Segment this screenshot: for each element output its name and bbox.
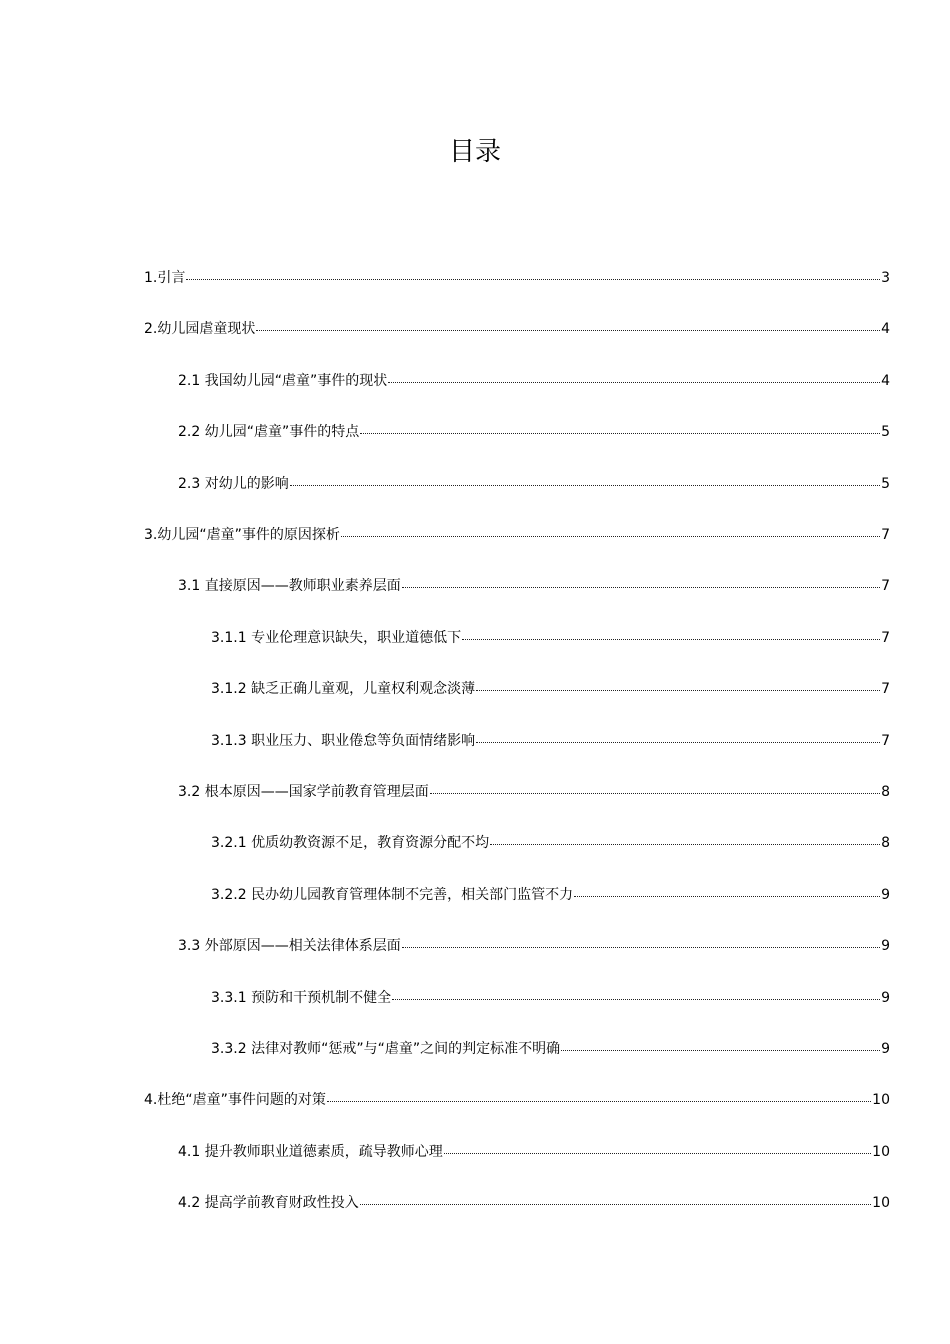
toc-dot-leader <box>360 1204 871 1205</box>
toc-entry[interactable] <box>144 1088 890 1112</box>
toc-entry-text: 2.1 我国幼儿园“虐童”事件的现状 <box>178 372 388 389</box>
toc-dot-leader <box>574 896 880 897</box>
toc-entry-text: 3.2.1 优质幼教资源不足，教育资源分配不均 <box>211 835 490 852</box>
toc-entry[interactable] <box>178 420 890 444</box>
toc-entry-text: 3.幼儿园“虐童”事件的原因探析 <box>144 527 340 543</box>
toc-entry-text: 2.2 幼儿园“虐童”事件的特点 <box>178 424 360 441</box>
toc-dot-leader <box>490 844 880 845</box>
toc-entry-text: 3.1 直接原因——教师职业素养层面 <box>178 578 401 595</box>
toc-entry-text: 2.幼儿园虐童现状 <box>144 321 256 338</box>
toc-entry[interactable] <box>211 986 890 1010</box>
toc-entry-page-number: 7 <box>881 732 890 749</box>
toc-entry[interactable] <box>211 883 890 907</box>
toc-dot-leader <box>476 742 880 743</box>
toc-dot-leader <box>290 485 880 486</box>
toc-dot-leader <box>430 793 880 794</box>
toc-entry-text: 4.杜绝“虐童”事件问题的对策 <box>144 1092 326 1109</box>
toc-dot-leader <box>388 382 880 383</box>
toc-dot-leader <box>476 690 880 691</box>
toc-entry-page-number: 5 <box>881 424 890 441</box>
toc-entry[interactable] <box>178 780 890 804</box>
toc-entry-page-number: 4 <box>881 321 890 338</box>
toc-entry-text: 3.3.2 法律对教师“惩戒”与“虐童”之间的判定标准不明确 <box>211 1041 561 1057</box>
toc-entry-text: 3.1.3 职业压力、职业倦怠等负面情绪影响 <box>211 732 476 749</box>
toc-dot-leader <box>327 1101 871 1102</box>
toc-dot-leader <box>186 279 880 280</box>
toc-dot-leader <box>402 947 880 948</box>
toc-dot-leader <box>256 330 880 331</box>
toc-entry[interactable] <box>211 729 890 753</box>
toc-entry-text: 4.1 提升教师职业道德素质，疏导教师心理 <box>178 1143 443 1160</box>
toc-entry[interactable] <box>178 934 890 958</box>
toc-dot-leader <box>561 1050 880 1051</box>
toc-entry[interactable] <box>178 1140 890 1164</box>
toc-entry-text: 4.2 提高学前教育财政性投入 <box>178 1195 359 1212</box>
toc-title: 目录 <box>448 137 501 167</box>
toc-entry-page-number: 7 <box>881 681 890 698</box>
toc-dot-leader <box>360 433 880 434</box>
toc-entry-page-number: 9 <box>881 1041 890 1057</box>
toc-entry[interactable] <box>144 266 890 290</box>
toc-entry-text: 3.3.1 预防和干预机制不健全 <box>211 989 392 1006</box>
toc-entry-page-number: 7 <box>881 629 890 646</box>
toc-entry[interactable] <box>178 472 890 496</box>
toc-dot-leader <box>462 639 880 640</box>
toc-entry[interactable] <box>144 523 890 547</box>
toc-entry-page-number: 8 <box>881 784 890 800</box>
toc-dot-leader <box>341 536 880 537</box>
toc-entry-page-number: 10 <box>872 1092 890 1109</box>
toc-entry-text: 3.1.1 专业伦理意识缺失，职业道德低下 <box>211 629 462 646</box>
toc-entry-page-number: 4 <box>881 372 890 389</box>
toc-dot-leader <box>392 999 880 1000</box>
toc-entry[interactable] <box>178 574 890 598</box>
toc-entry-page-number: 7 <box>881 578 890 595</box>
toc-entry-text: 2.3 对幼儿的影响 <box>178 475 289 492</box>
toc-entry-page-number: 9 <box>881 886 890 903</box>
toc-entry-text: 3.2.2 民办幼儿园教育管理体制不完善，相关部门监管不力 <box>211 886 574 903</box>
toc-entry-page-number: 8 <box>881 835 890 852</box>
toc-entry[interactable] <box>144 317 890 341</box>
toc-entry[interactable] <box>211 677 890 701</box>
toc-entry[interactable] <box>178 1191 890 1215</box>
toc-entry-page-number: 3 <box>881 270 890 286</box>
toc-entry-text: 3.3 外部原因——相关法律体系层面 <box>178 938 401 955</box>
toc-dot-leader <box>444 1153 871 1154</box>
toc-entry[interactable] <box>211 1037 890 1061</box>
toc-entry[interactable] <box>178 369 890 393</box>
toc-entry-page-number: 9 <box>881 938 890 955</box>
toc-entry-page-number: 5 <box>881 475 890 492</box>
toc-entry-page-number: 10 <box>872 1143 890 1160</box>
toc-entry-text: 3.1.2 缺乏正确儿童观，儿童权利观念淡薄 <box>211 681 476 698</box>
toc-dot-leader <box>402 587 880 588</box>
toc-entry-page-number: 10 <box>872 1195 890 1212</box>
toc-entry-text: 1.引言 <box>144 270 186 286</box>
toc-entry-text: 3.2 根本原因——国家学前教育管理层面 <box>178 784 429 800</box>
toc-entry[interactable] <box>211 831 890 855</box>
toc-entry-page-number: 7 <box>881 527 890 543</box>
toc-entry[interactable] <box>211 626 890 650</box>
toc-entry-page-number: 9 <box>881 989 890 1006</box>
